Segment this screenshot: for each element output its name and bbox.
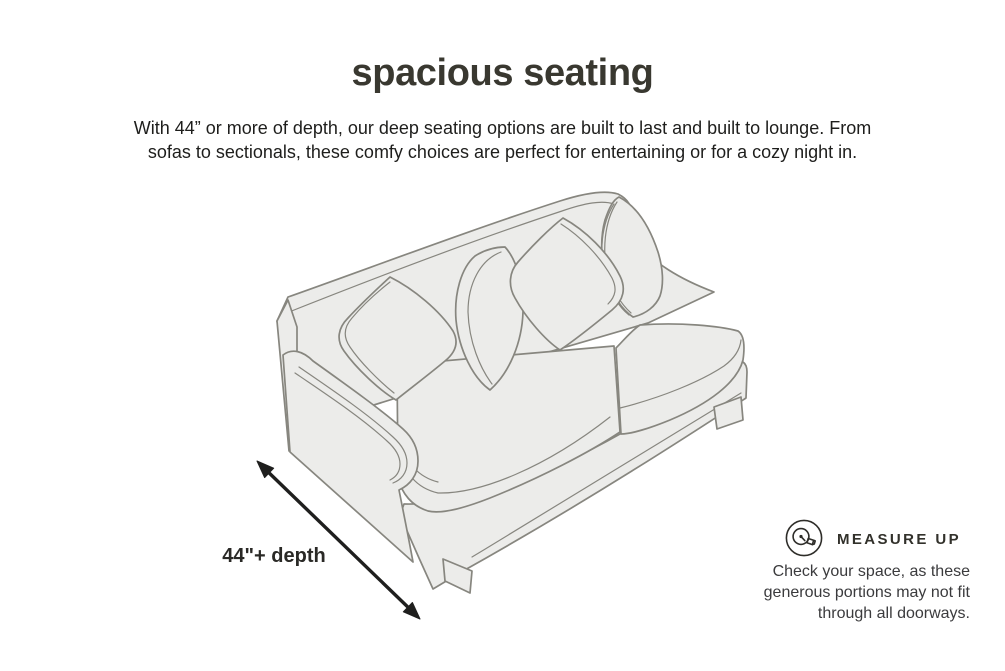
measure-up-note-line-1: Check your space, as these [772, 563, 970, 580]
measure-up-note-line-3: through all doorways. [817, 605, 970, 622]
page-title: spacious seating [351, 52, 654, 94]
intro-line-2: sofas to sectionals, these comfy choices are perfect for entertaining or for a cozy night in. [147, 142, 858, 162]
intro-line-1: With 44” or more of depth, our deep seating options are built to last and built to lounge. From [133, 118, 872, 138]
measure-up-note-line-2: generous portions may not fit [763, 584, 970, 601]
depth-dimension-label: 44"+ depth [222, 545, 326, 567]
measure-up-block [756, 518, 970, 624]
tape-measure-icon [784, 518, 824, 558]
measure-up-heading: MEASURE UP [837, 530, 962, 548]
measure-up-note [756, 561, 970, 624]
